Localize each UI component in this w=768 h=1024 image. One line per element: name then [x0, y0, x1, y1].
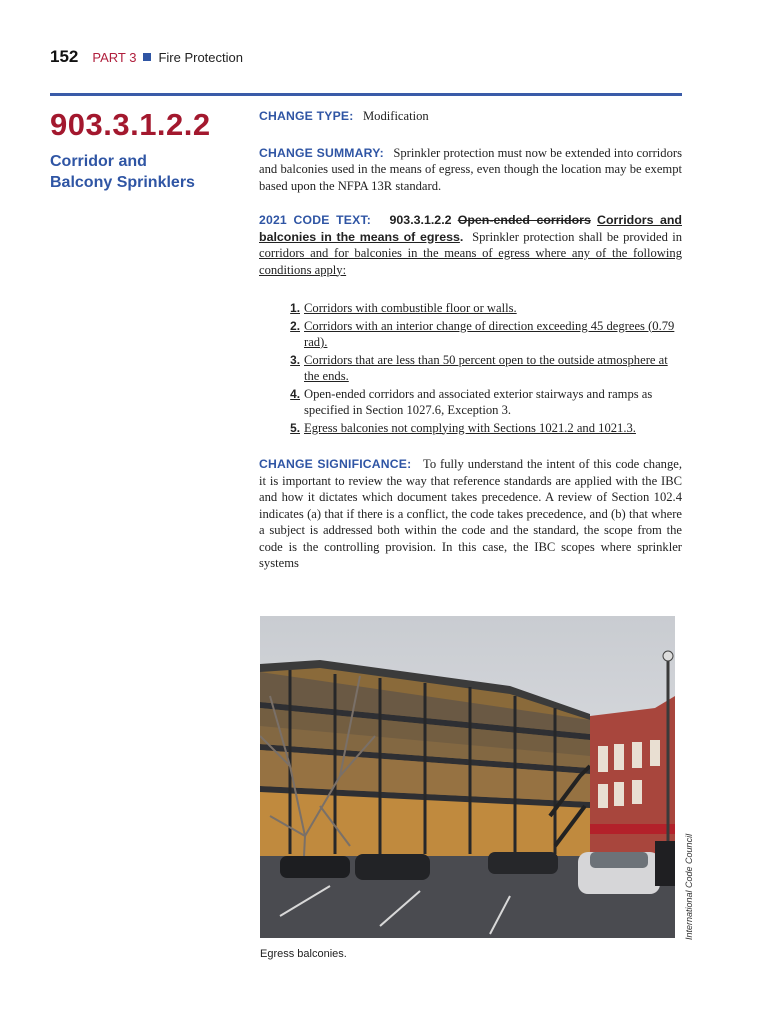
code-text-body-underlined: corridors and for balconies in the means of egress where any of the following conditions apply:	[259, 246, 682, 277]
list-item-number: 4.	[290, 386, 300, 401]
code-title-line-2: Balcony Sprinklers	[50, 174, 195, 191]
change-significance-text: To fully understand the intent of this code change, it is important to review the way that reference standards are applied with the IBC and how it dictates which document takes precedence. A review of Section 102.4 indicates (a) that if there is a conflict, the code takes precedence, and (b) that where a subject is addressed both within the code and the standard, the scope from the code is the controlling provision. In this case, the IBC scopes where sprinkler systems	[259, 457, 682, 570]
change-summary-label: CHANGE SUMMARY:	[259, 145, 384, 160]
change-significance-label: CHANGE SIGNIFICANCE:	[259, 457, 412, 471]
change-type-label: CHANGE TYPE:	[259, 109, 354, 123]
code-text-label: 2021 CODE TEXT:	[259, 213, 371, 227]
list-item-number: 2.	[290, 318, 300, 333]
list-item	[259, 352, 682, 385]
list-item	[259, 318, 682, 351]
condition-list	[259, 300, 682, 436]
running-header	[50, 47, 243, 69]
page-number: 152	[50, 47, 79, 66]
new-title: Corridors and balconies in the means of egress	[259, 213, 682, 244]
photo-credit: International Code Council	[684, 833, 694, 940]
code-text-section: 903.3.1.2.2	[389, 213, 452, 227]
list-item-text: Corridors with an interior change of direction exceeding 45 degrees (0.79 rad).	[304, 318, 675, 349]
part-label: PART 3	[92, 50, 137, 65]
list-item-text: Corridors that are less than 50 percent open to the outside atmosphere at the ends.	[304, 352, 668, 383]
list-item-text: Open-ended corridors and associated exterior stairways and ramps as specified in Section 1027.6, Exception 3.	[304, 386, 653, 417]
list-item-text: Corridors with combustible floor or walls.	[304, 301, 517, 315]
change-type-paragraph	[259, 108, 682, 125]
code-text-paragraph: 2021 CODE TEXT: 903.3.1.2.2 Open-ended corridors Corridors and balconies in the means of egress. Sprinkler protection shall be provided in corridors and for balconies in the means of egress where any of the following conditions apply:	[259, 213, 683, 277]
deleted-title: Open-ended corridors	[457, 213, 591, 227]
code-text-body: Sprinkler protection shall be provided in	[472, 229, 683, 244]
list-item-number: 3.	[290, 352, 300, 367]
list-item	[259, 386, 682, 419]
section-label: Fire Protection	[158, 50, 243, 65]
header-rule	[50, 93, 682, 96]
code-title-line-1: Corridor and	[50, 153, 147, 170]
figure-caption: Egress balconies.	[260, 948, 347, 960]
change-significance-paragraph	[259, 456, 682, 572]
bullet-square-icon	[143, 53, 151, 61]
code-title	[50, 151, 240, 193]
egress-balconies-photo	[260, 616, 675, 938]
list-item-number: 1.	[290, 301, 300, 315]
list-item	[259, 420, 682, 437]
list-item-text: Egress balconies not complying with Sections 1021.2 and 1021.3.	[304, 420, 636, 435]
body-text	[259, 108, 682, 586]
change-summary-paragraph	[259, 145, 682, 195]
code-number: 903.3.1.2.2	[50, 107, 211, 142]
code-heading	[50, 108, 240, 193]
list-item	[259, 300, 682, 317]
change-summary-text: Sprinkler protection must now be extended into corridors and balconies used in the means of egress, even though the location may be exempt based upon the NFPA 13R standard.	[259, 145, 682, 193]
list-item-number: 5.	[290, 420, 300, 435]
change-type-value: Modification	[362, 109, 429, 123]
